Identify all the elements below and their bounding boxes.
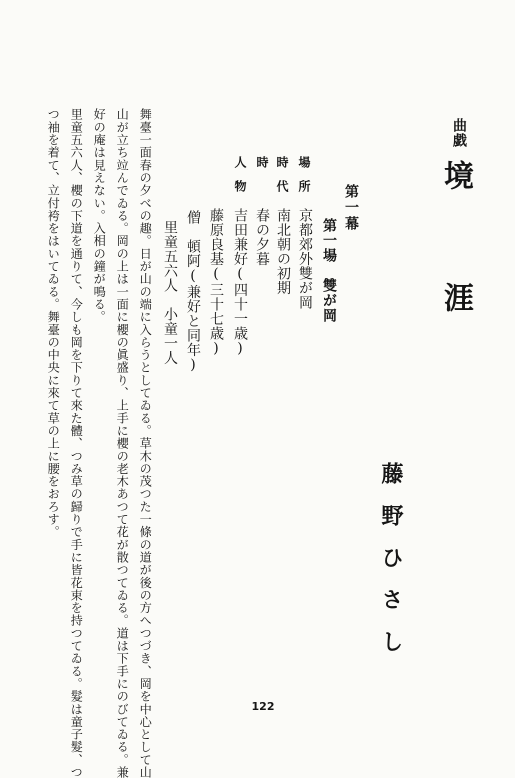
- author-name: 藤野ひさし: [378, 462, 404, 672]
- era-label: 時代: [275, 156, 289, 204]
- cast-member: 藤原良基(三十七歳): [208, 208, 224, 357]
- stage-direction-line: 好の庵は見えない。入相の鐘が鳴る。: [92, 108, 107, 324]
- act-heading: 第一幕: [343, 184, 359, 232]
- stage-direction-line: 舞臺一面春の夕べの趣。日が山の端に入らうとしてゐる。草木の茂つた一條の道が後の方へつづき、岡を中心として山: [138, 108, 153, 778]
- cast-member: 里童五六人 小童一人: [162, 220, 178, 365]
- time-label: 時: [255, 156, 269, 180]
- place-label: 場所: [297, 156, 311, 204]
- stage-direction-line: 里童五六人、櫻の下道を通りて、今しも岡を下りて來た體、つみ草の歸りで手に皆花束を持つてゐる。髮は童子髮、つ: [69, 108, 84, 778]
- characters-label: 人物: [233, 156, 247, 204]
- scene-heading: 第一場 雙が岡: [321, 218, 337, 323]
- time-value: 春の夕暮: [254, 208, 270, 266]
- cast-member: 僧 頓阿(兼好と同年): [185, 210, 201, 374]
- title-char-2: 涯: [438, 282, 473, 312]
- page-number: 122: [251, 700, 275, 713]
- genre-label: 曲戯: [451, 118, 467, 148]
- cast-member: 吉田兼好(四十一歳): [232, 208, 248, 357]
- place-value: 京都郊外雙が岡: [297, 208, 313, 310]
- era-value: 南北朝の初期: [275, 208, 291, 295]
- title-char-1: 境: [438, 160, 473, 190]
- stage-direction-line: 山が立ち竝んでゐる。岡の上は一面に櫻の眞盛り、上手に櫻の老木あつて花が散つてゐる。道は下手にのびてゐる。兼: [115, 108, 130, 778]
- stage-direction-line: つ袖を着て、立付袴をはいてゐる。舞臺の中央に來て草の上に腰をおろす。: [46, 108, 61, 539]
